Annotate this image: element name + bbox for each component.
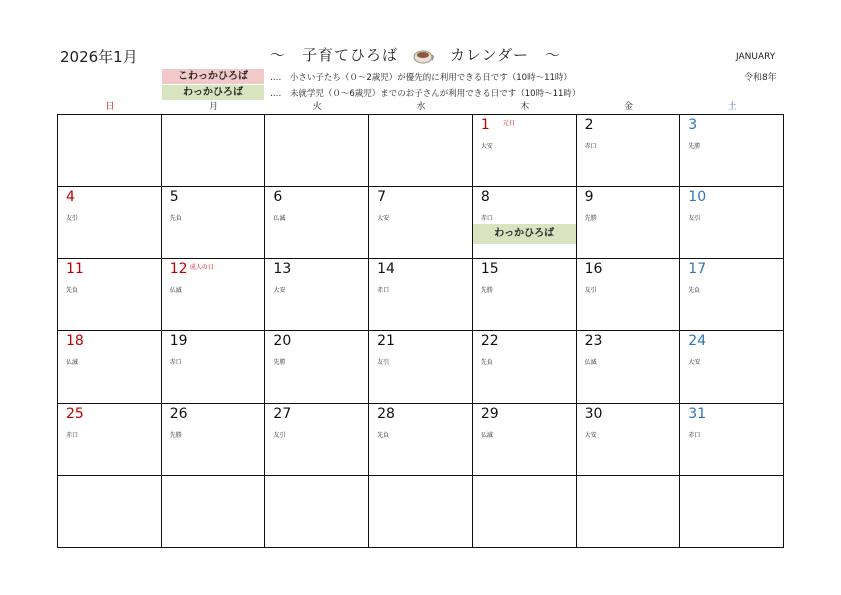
weekday-monday: 月	[209, 102, 219, 112]
day-cell[interactable]	[369, 187, 473, 259]
rokuyo-label: 赤口	[66, 431, 79, 439]
day-cell[interactable]	[162, 331, 266, 403]
weekday-sunday: 日	[105, 102, 115, 112]
day-cell[interactable]	[369, 404, 473, 476]
empty-day-cell	[162, 115, 266, 187]
day-number: 12	[169, 261, 188, 278]
day-number: 14	[377, 261, 395, 278]
day-cell[interactable]	[265, 404, 369, 476]
day-number: 25	[66, 405, 84, 422]
rokuyo-label: 先勝	[480, 287, 493, 295]
day-number: 3	[688, 117, 698, 133]
rokuyo-label: 大安	[273, 287, 286, 295]
rokuyo-label: 先負	[66, 287, 79, 295]
empty-day-cell	[265, 115, 369, 187]
empty-day-cell	[369, 115, 473, 187]
day-cell[interactable]	[680, 404, 784, 476]
day-number: 27	[273, 405, 292, 422]
empty-day-cell	[680, 476, 784, 548]
rokuyo-label: 大安	[584, 431, 597, 439]
rokuyo-label: 友引	[273, 431, 286, 439]
day-cell[interactable]	[473, 187, 577, 259]
month-title: 2026年1月	[60, 48, 138, 66]
day-number: 28	[377, 405, 395, 422]
day-cell[interactable]	[58, 331, 162, 403]
day-number: 6	[273, 189, 283, 206]
calendar-grid	[57, 114, 784, 548]
weekday-tuesday: 火	[312, 102, 322, 112]
day-cell[interactable]	[680, 331, 784, 403]
day-cell[interactable]	[162, 259, 266, 331]
weekday-thursday: 木	[520, 102, 530, 112]
rokuyo-label: 先負	[169, 215, 182, 223]
day-cell[interactable]	[369, 331, 473, 403]
day-number: 26	[169, 405, 188, 422]
day-cell[interactable]	[265, 259, 369, 331]
day-cell[interactable]	[577, 259, 681, 331]
rokuyo-label: 仏滅	[273, 215, 286, 223]
rokuyo-label: 大安	[377, 215, 390, 223]
day-number: 31	[688, 405, 707, 422]
rokuyo-label: 仏滅	[584, 359, 597, 367]
rokuyo-label: 先勝	[584, 215, 597, 223]
day-cell[interactable]	[473, 331, 577, 403]
empty-day-cell	[162, 476, 266, 548]
day-number: 2	[584, 117, 594, 133]
weekday-header	[58, 100, 784, 114]
weekday-wednesday: 水	[416, 102, 426, 112]
rokuyo-label: 先勝	[688, 143, 701, 150]
day-cell[interactable]	[265, 187, 369, 259]
weekday-friday: 金	[623, 102, 633, 112]
day-cell[interactable]	[680, 115, 784, 187]
empty-day-cell	[369, 476, 473, 548]
day-number: 30	[584, 405, 603, 422]
legend-wakka-description: ‥‥ 未就学児（０～6歳児）までのお子さんが利用できる日です（10時～11時）	[270, 89, 581, 99]
day-number: 21	[377, 333, 395, 350]
day-number: 9	[584, 189, 594, 206]
rokuyo-label: 先負	[480, 359, 493, 367]
day-number: 13	[273, 261, 292, 278]
day-number: 15	[480, 261, 499, 278]
era-year: 令和8年	[744, 73, 777, 83]
empty-day-cell	[58, 115, 162, 187]
day-cell[interactable]	[680, 259, 784, 331]
day-number: 8	[480, 189, 490, 206]
day-cell[interactable]	[577, 187, 681, 259]
day-cell[interactable]	[473, 404, 577, 476]
rokuyo-label: 赤口	[688, 431, 701, 439]
day-cell[interactable]	[577, 115, 681, 187]
legend-wakka-label: わっかひろば	[162, 85, 264, 100]
rokuyo-label: 赤口	[584, 143, 597, 150]
rokuyo-label: 大安	[480, 143, 493, 150]
rokuyo-label: 赤口	[377, 287, 390, 295]
day-number: 23	[584, 333, 603, 350]
day-number: 22	[480, 333, 499, 350]
day-number: 4	[66, 189, 75, 206]
empty-day-cell	[473, 476, 577, 548]
legend-kowakka-description: ‥‥ 小さい子たち（０～2歳児）が優先的に利用できる日です（10時～11時）	[270, 73, 572, 83]
day-cell[interactable]	[58, 259, 162, 331]
rokuyo-label: 友引	[66, 215, 79, 223]
day-cell[interactable]	[473, 115, 577, 187]
rokuyo-label: 仏滅	[169, 287, 182, 295]
rokuyo-label: 友引	[584, 287, 597, 295]
title-right: カレンダー ～	[450, 46, 562, 64]
rokuyo-label: 友引	[688, 215, 701, 223]
day-cell[interactable]	[58, 187, 162, 259]
rokuyo-label: 先勝	[273, 359, 286, 367]
day-number: 10	[688, 189, 707, 206]
rokuyo-label: 先勝	[169, 431, 182, 439]
empty-day-cell	[58, 476, 162, 548]
day-number: 5	[169, 189, 179, 206]
day-number: 7	[377, 189, 387, 206]
page-title	[270, 44, 561, 65]
holiday-name: 元日	[502, 120, 515, 127]
rokuyo-label: 先負	[688, 287, 701, 295]
day-number: 18	[66, 333, 84, 350]
rokuyo-label: 赤口	[480, 215, 493, 223]
rokuyo-label: 友引	[377, 359, 390, 367]
day-number: 20	[273, 333, 292, 350]
day-cell[interactable]	[162, 404, 266, 476]
month-english: JANUARY	[736, 52, 776, 62]
day-cell[interactable]	[577, 404, 681, 476]
empty-day-cell	[265, 476, 369, 548]
legend-kowakka-label: こわっかひろば	[162, 69, 264, 84]
rokuyo-label: 先負	[377, 431, 390, 439]
day-cell[interactable]	[58, 404, 162, 476]
day-number: 19	[169, 333, 188, 350]
day-cell[interactable]	[265, 331, 369, 403]
rokuyo-label: 仏滅	[480, 431, 493, 439]
day-cell[interactable]	[680, 187, 784, 259]
event-wakka-hiroba[interactable]: わっかひろば	[473, 224, 576, 244]
day-number: 1	[480, 117, 490, 133]
title-left: ～ 子育てひろば	[270, 46, 399, 64]
day-number: 16	[584, 261, 603, 278]
weekday-saturday: 土	[727, 102, 737, 112]
empty-day-cell	[577, 476, 681, 548]
rokuyo-label: 赤口	[169, 359, 182, 367]
day-cell[interactable]	[577, 331, 681, 403]
day-number: 29	[480, 405, 499, 422]
day-cell[interactable]	[369, 259, 473, 331]
day-cell[interactable]	[473, 259, 577, 331]
rokuyo-label: 仏滅	[66, 359, 79, 367]
day-number: 24	[688, 333, 707, 350]
coffee-cup-icon	[412, 48, 436, 64]
day-number: 11	[66, 261, 84, 278]
day-number: 17	[688, 261, 707, 278]
day-cell[interactable]	[162, 187, 266, 259]
rokuyo-label: 大安	[688, 359, 701, 367]
holiday-name: 成人の日	[189, 264, 214, 272]
